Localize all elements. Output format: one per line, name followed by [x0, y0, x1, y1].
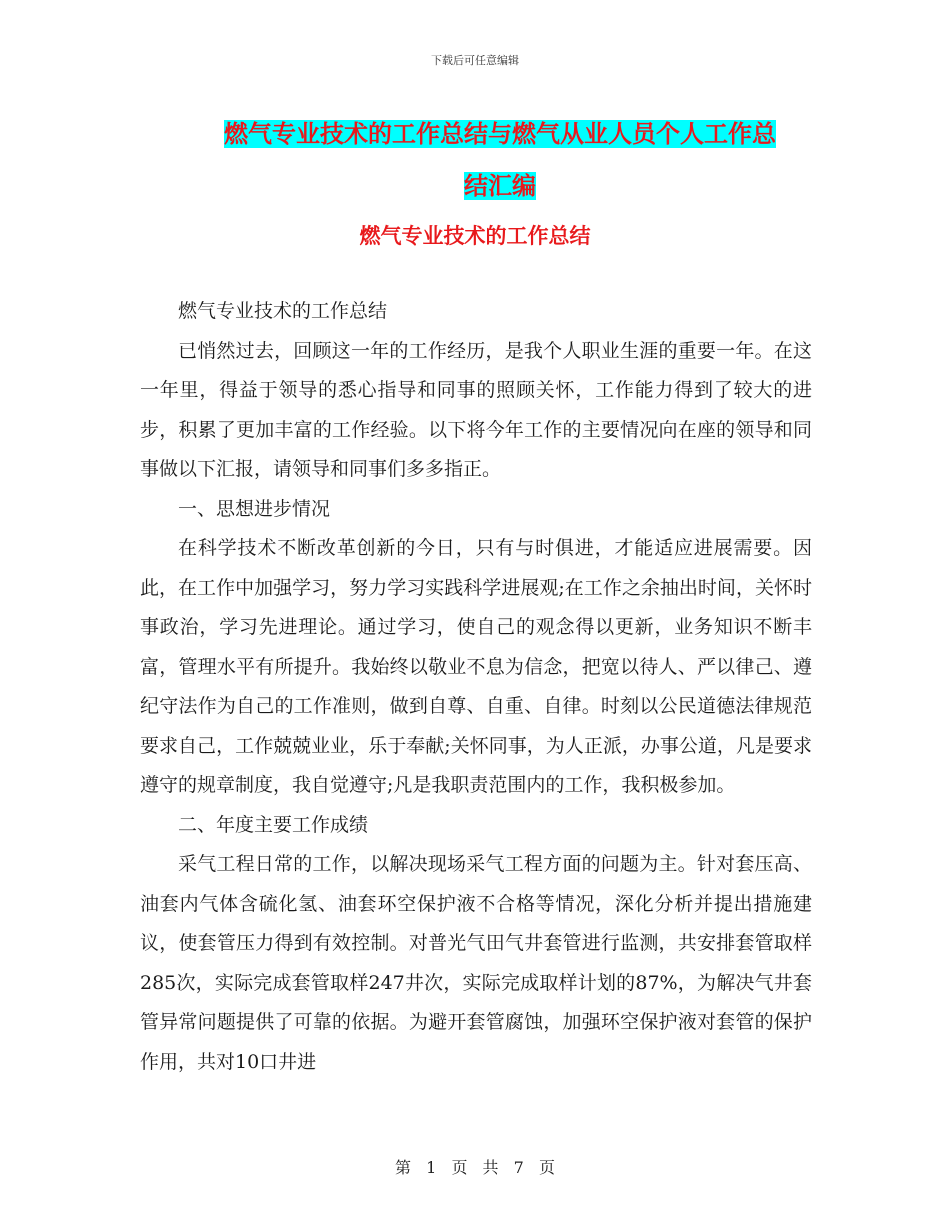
paragraph-intro: 已悄然过去，回顾这一年的工作经历，是我个人职业生涯的重要一年。在这一年里，得益于领导的悉心指导和同事的照顾关怀，工作能力得到了较大的进步，积累了更加丰富的工作经验。以下将今年工作的主要情况向在座的领导和同事做以下汇报，请领导和同事们多多指正。 [140, 339, 812, 480]
body-text [140, 292, 812, 1082]
section-title: 燃气专业技术的工作总结 [359, 224, 591, 248]
footer-suffix: 页 [538, 1158, 555, 1177]
footer-page-number: 1 [426, 1158, 437, 1177]
heading-ideology: 一、思想进步情况 [178, 497, 331, 520]
document-title-line-2: 结汇编 [464, 172, 536, 200]
paragraph-achievements: 采气工程日常的工作，以解决现场采气工程方面的问题为主。针对套压高、油套内气体含硫化氢、油套环空保护液不合格等情况，深化分析并提出措施建议，使套管压力得到有效控制。对普光气田气井套管进行监测，共安排套管取样285次，实际完成套管取样247井次，实际完成取样计划的87%，为解决气井套管异常问题提供了可靠的依据。为避开套管腐蚀，加强环空保护液对套管的保护作用，共对10口井进 [140, 853, 812, 1073]
paragraph-subtitle: 燃气专业技术的工作总结 [178, 300, 388, 322]
footer-middle: 页 [451, 1158, 468, 1177]
page-footer [0, 1155, 950, 1178]
footer-total-pages: 7 [513, 1158, 524, 1177]
heading-achievements: 二、年度主要工作成绩 [178, 813, 369, 836]
document-title-line-1: 燃气专业技术的工作总结与燃气从业人员个人工作总 [224, 120, 776, 148]
footer-of: 共 [482, 1158, 499, 1177]
paragraph-ideology: 在科学技术不断改革创新的今日，只有与时俱进，才能适应进展需要。因此，在工作中加强学习，努力学习实践科学进展观;在工作之余抽出时间，关怀时事政治，学习先进理论。通过学习，使自己的观念得以更新，业务知识不断丰富，管理水平有所提升。我始终以敬业不息为信念，把宽以待人、严以律己、遵纪守法作为自己的工作准则，做到自尊、自重、自律。时刻以公民道德法律规范要求自己，工作兢兢业业，乐于奉献;关怀同事，为人正派，办事公道，凡是要求遵守的规章制度，我自觉遵守;凡是我职责范围内的工作，我积极参加。 [140, 537, 812, 796]
header-note: 下载后可任意编辑 [431, 54, 519, 67]
document-title [190, 108, 810, 212]
footer-prefix: 第 [395, 1158, 412, 1177]
